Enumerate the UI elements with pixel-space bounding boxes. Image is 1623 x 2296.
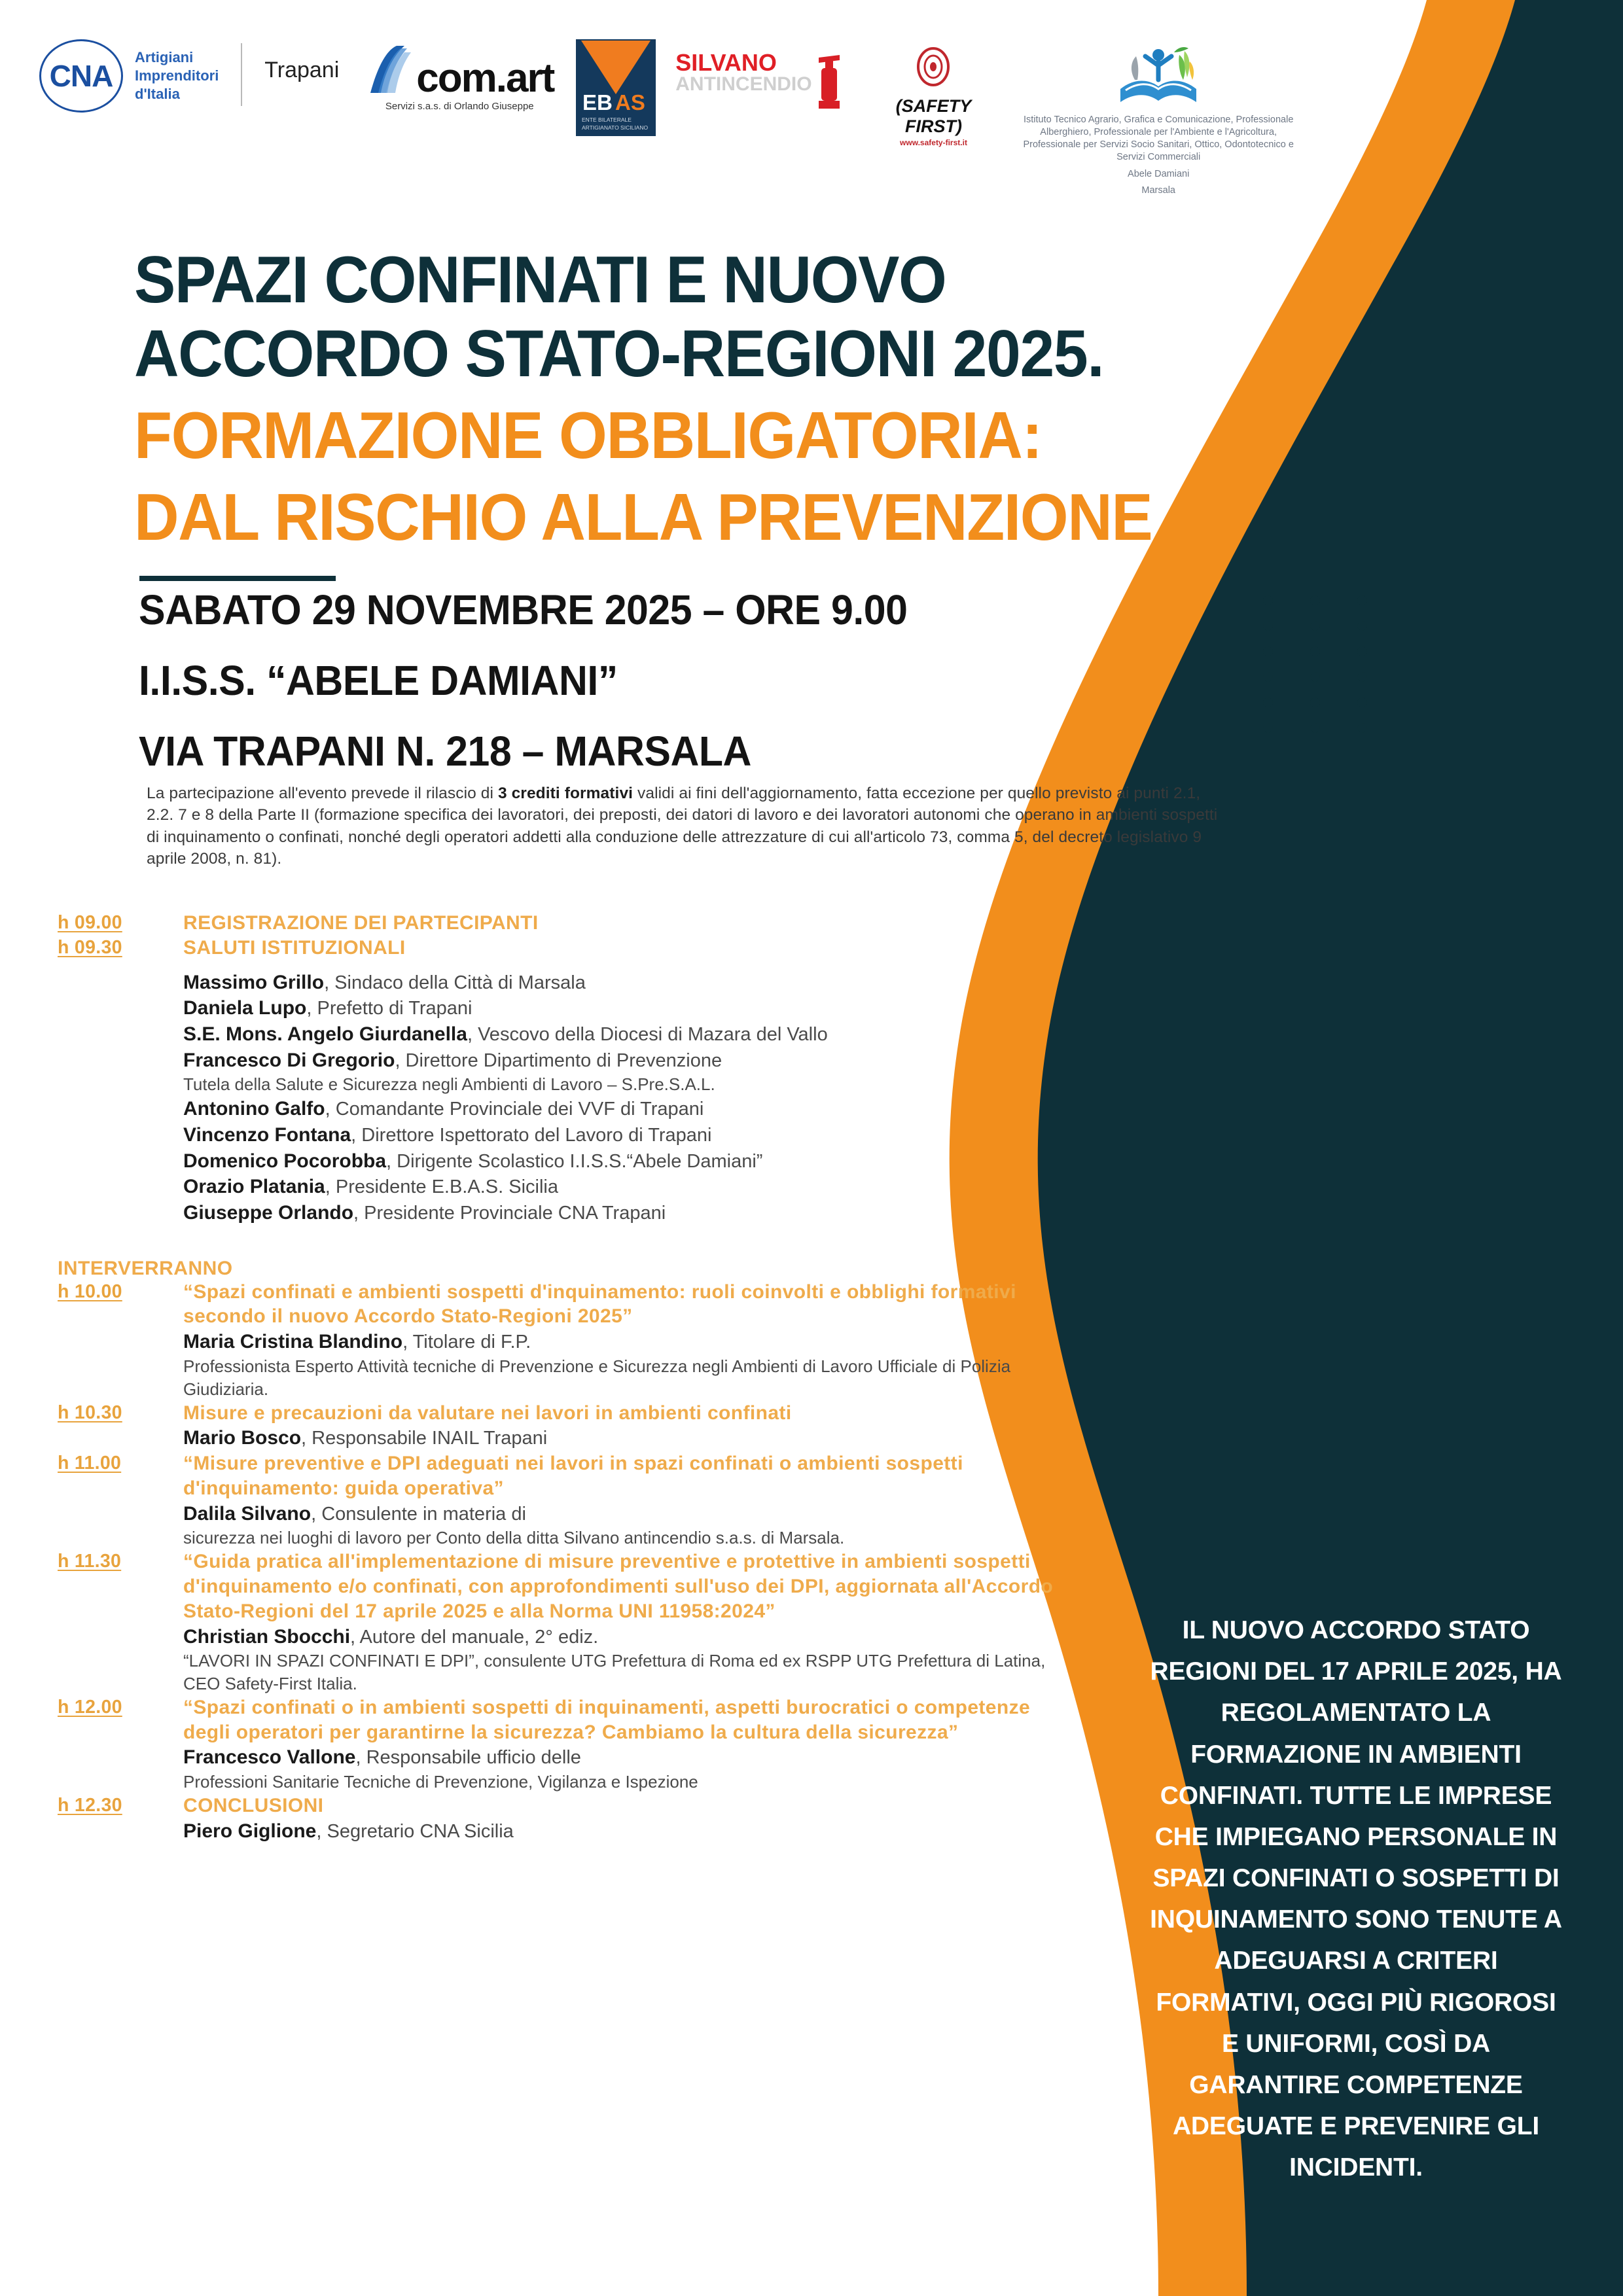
conclusions-speaker [58,1818,1079,1845]
greeter-role: , Presidente Provinciale CNA Trapani [353,1202,666,1224]
fire-extinguisher-icon [812,51,846,114]
talk-speaker [58,1624,1079,1650]
safety-first-wordmark: (SAFETY FIRST) [895,96,972,136]
disclaimer-credits: 3 crediti formativi [497,785,633,802]
cna-emblem-icon [39,39,123,113]
cna-letters: CNA [49,59,113,93]
logo-trapani-label: Trapani [264,58,340,82]
greeter-name: Daniela Lupo [183,997,307,1019]
talk-speaker-role: , Responsabile INAIL Trapani [301,1428,548,1449]
school-description: Istituto Tecnico Agrario, Grafica e Comunicazione, Professionale Alberghiero, Professionale per l'Ambiente e l'Agricoltura, Professionale per Servizi Socio Sanitari, Ottico, Odontotecnico e Servizi Commerciali [1023,115,1294,163]
talk-time: h 12.00 [58,1696,122,1718]
conclusions-time: h 12.30 [58,1794,122,1816]
comart-swoosh-icon [365,44,414,96]
cna-tagline-line3: d'Italia [135,86,180,103]
talk-speaker-name: Maria Cristina Blandino [183,1331,403,1353]
program-row-talk [58,1280,1079,1330]
event-details [139,586,1238,801]
greeter-item [58,1122,1079,1148]
event-address: VIA TRAPANI N. 218 – MARSALA [139,728,751,775]
talk-speaker-name: Mario Bosco [183,1427,302,1449]
talk-speaker-role: , Responsabile ufficio delle [355,1747,581,1769]
talk-time: h 10.00 [58,1280,122,1302]
greeter-role: , Sindaco della Città di Marsala [324,972,586,993]
greeter-role: , Comandante Provinciale dei VVF di Trapani [325,1099,704,1120]
logo-divider [241,43,242,106]
program-schedule [58,911,1079,1844]
talk-time: h 11.00 [58,1453,122,1474]
program-row-registration [58,911,1079,936]
talk-title: “Spazi confinati e ambienti sospetti d'inquinamento: ruoli coinvolti e obblighi formativi secondo il nuovo Accordo Stato-Regioni 2025” [183,1280,1016,1328]
conclusions-title: CONCLUSIONI [183,1794,324,1816]
headline-divider-rule [139,576,336,581]
cna-tagline-line1: Artigiani [135,48,194,65]
greeter-name: Orazio Platania [183,1176,325,1198]
talk-title: “Misure preventive e DPI adeguati nei lavori in spazi confinati o ambienti sospetti d'inquinamento: guida operativa” [183,1453,963,1499]
disclaimer-part-2: validi ai fini dell'aggiornamento, fatta eccezione per quello previsto ai punti 2.1, 2.2. 7 e 8 della Parte II (formazione specifica dei lavoratori, dei preposti, dei datori di lavoro e dei lavoratori autonomi che operano in ambienti sospetti di inquinamento o confinati, nonché degli operatori addetti alla conduzione delle attrezzature di cui all'articolo 73, comma 5, del decreto legislativo 9 aprile 2008, n. 81). [147,785,1218,868]
greeter-role: , Vescovo della Diocesi di Mazara del Vallo [467,1023,828,1045]
headline-line-1: SPAZI CONFINATI E NUOVO [134,243,946,317]
headline-line-2: ACCORDO STATO-REGIONI 2025. [134,317,1104,391]
greeter-item [58,995,1079,1021]
greeter-role: , Dirigente Scolastico I.I.S.S.“Abele Damiani” [386,1150,763,1172]
talk-speaker [58,1501,1079,1527]
comart-subtitle: Servizi s.a.s. di Orlando Giuseppe [385,101,534,112]
cna-tagline-line2: Imprenditori [135,67,219,84]
ebas-emblem-icon [576,39,656,136]
greeter-item [58,1148,1079,1174]
school-city: Marsala [1141,185,1175,196]
talk-speaker [58,1425,1079,1451]
disclaimer-part-1: La partecipazione all'evento prevede il rilascio di [147,785,498,802]
safety-first-url: www.safety-first.it [900,138,967,147]
cna-tagline [135,48,219,103]
event-venue: I.I.S.S. “ABELE DAMIANI” [139,657,618,704]
greeter-item [58,1021,1079,1048]
headline-line-3: FORMAZIONE OBBLIGATORIA: [134,399,1042,473]
logo-cna [39,39,241,113]
talk-speaker-role: , Titolare di F.P. [402,1332,531,1353]
talk-speaker-extra: “LAVORI IN SPAZI CONFINATI E DPI”, consulente UTG Prefettura di Roma ed ex RSPP UTG Prefettura di Latina, CEO Safety-First Italia. [183,1651,1046,1694]
registration-time: h 09.00 [58,912,122,933]
talk-speaker-name: Christian Sbocchi [183,1625,351,1648]
greeter-role: , Prefetto di Trapani [306,998,473,1019]
school-emblem-icon [1116,39,1200,110]
school-name: Abele Damiani [1128,168,1190,179]
headline-line-4: DAL RISCHIO ALLA PREVENZIONE [134,481,1152,555]
greeter-name: Massimo Grillo [183,971,325,993]
svg-text:ENTE BILATERALE: ENTE BILATERALE [582,116,632,123]
greeter-item [58,1048,1079,1074]
accord-callout-text: IL NUOVO ACCORDO STATO REGIONI DEL 17 APRILE 2025, HA REGOLAMENTATO LA FORMAZIONE IN AMBIENTI CONFINATI. TUTTE LE IMPRESE CHE IMPIEGANO PERSONALE IN SPAZI CONFINATI O SOSPETTI DI INQUINAMENTO SONO TENUTE A ADEGUARSI A CRITERI FORMATIVI, OGGI PIÙ RIGOROSI E UNIFORMI, COSÌ DA GARANTIRE COMPETENZE ADEGUATE E PREVENIRE GLI INCIDENTI. [1150,1616,1562,2182]
program-row-talk [58,1401,1079,1426]
greeter-name: S.E. Mons. Angelo Giurdanella [183,1023,467,1045]
talk-speaker-name: Francesco Vallone [183,1746,356,1769]
talk-speaker [58,1329,1079,1355]
greeter-item [58,1200,1079,1226]
sponsor-logo-bar [39,39,1296,209]
talk-speaker-name: Dalila Silvano [183,1502,312,1525]
safety-target-icon [914,46,952,92]
registration-title: REGISTRAZIONE DEI PARTECIPANTI [183,912,539,934]
greeter-role: , Direttore Ispettorato del Lavoro di Trapani [351,1124,712,1146]
comart-wordmark: com.art [416,55,554,101]
program-row-talk [58,1451,1079,1501]
talk-speaker-extra: sicurezza nei luoghi di lavoro per Conto della ditta Silvano antincendio s.a.s. di Marsala. [183,1528,845,1548]
logo-safety-first [868,46,1022,147]
credits-disclaimer [147,783,1220,870]
program-row-talk [58,1549,1079,1623]
logo-comart [365,44,576,112]
greetings-title: SALUTI ISTITUZIONALI [183,936,406,959]
svg-text:EB: EB [582,90,613,115]
event-date: SABATO 29 NOVEMBRE 2025 – ORE 9.00 [139,586,908,633]
conclusions-speaker-name: Piero Giglione [183,1820,317,1842]
talk-speaker-role: , Autore del manuale, 2° ediz. [350,1626,599,1648]
greeter-name: Antonino Galfo [183,1098,325,1120]
logo-school [1021,39,1296,197]
greetings-time: h 09.30 [58,936,122,958]
greeter-item [58,1174,1079,1200]
greeter-extra: Tutela della Salute e Sicurezza negli Ambienti di Lavoro – S.Pre.S.A.L. [183,1074,715,1095]
silvano-name: SILVANO [675,49,777,76]
talk-title: Misure e precauzioni da valutare nei lavori in ambienti confinati [183,1402,792,1424]
silvano-subname: ANTINCENDIO [675,73,812,95]
poster-headline [134,243,1286,581]
talk-title: “Guida pratica all'implementazione di misure preventive e protettive in ambienti sospetti d'inquinamento e/o confinati, con approfondimenti sull'uso dei DPI, aggiornata all'Accordo Stato-Regioni del 17 aprile 2025 e alla Norma UNI 11958:2024” [183,1551,1054,1622]
talk-time: h 11.30 [58,1551,122,1572]
speakers-section-heading: INTERVERRANNO [58,1257,233,1279]
talk-speaker [58,1744,1079,1771]
decorative-dot-grid [1263,595,1381,733]
svg-text:ARTIGIANATO SICILIANO: ARTIGIANATO SICILIANO [582,124,649,131]
talk-speaker-extra: Professioni Sanitarie Tecniche di Prevenzione, Vigilanza e Ispezione [183,1772,698,1792]
talk-speaker-role: , Consulente in materia di [311,1503,526,1525]
greeter-name: Vincenzo Fontana [183,1123,351,1146]
talk-speaker-extra: Professionista Esperto Attività tecniche di Prevenzione e Sicurezza negli Ambienti di Lavoro Ufficiale di Polizia Giudiziaria. [183,1356,1011,1399]
greeter-name: Francesco Di Gregorio [183,1049,395,1071]
talk-title: “Spazi confinati o in ambienti sospetti di inquinamenti, aspetti burocratici o competenze degli operatori per garantirne la sicurezza? Cambiamo la cultura della sicurezza” [183,1696,1031,1743]
greeter-name: Giuseppe Orlando [183,1201,354,1224]
greeter-role: , Presidente E.B.A.S. Sicilia [325,1176,558,1198]
program-row-conclusions [58,1793,1079,1818]
greeter-role: , Direttore Dipartimento di Prevenzione [395,1050,722,1071]
program-row-talk [58,1695,1079,1745]
logo-silvano [675,51,868,114]
logo-ebas [576,39,656,136]
talk-time: h 10.30 [58,1402,122,1423]
greeter-item [58,970,1079,996]
conclusions-speaker-role: , Segretario CNA Sicilia [316,1820,514,1842]
svg-text:AS: AS [615,90,646,115]
greeter-item [58,1096,1079,1122]
program-row-greetings [58,936,1079,961]
greeter-name: Domenico Pocorobba [183,1150,387,1172]
